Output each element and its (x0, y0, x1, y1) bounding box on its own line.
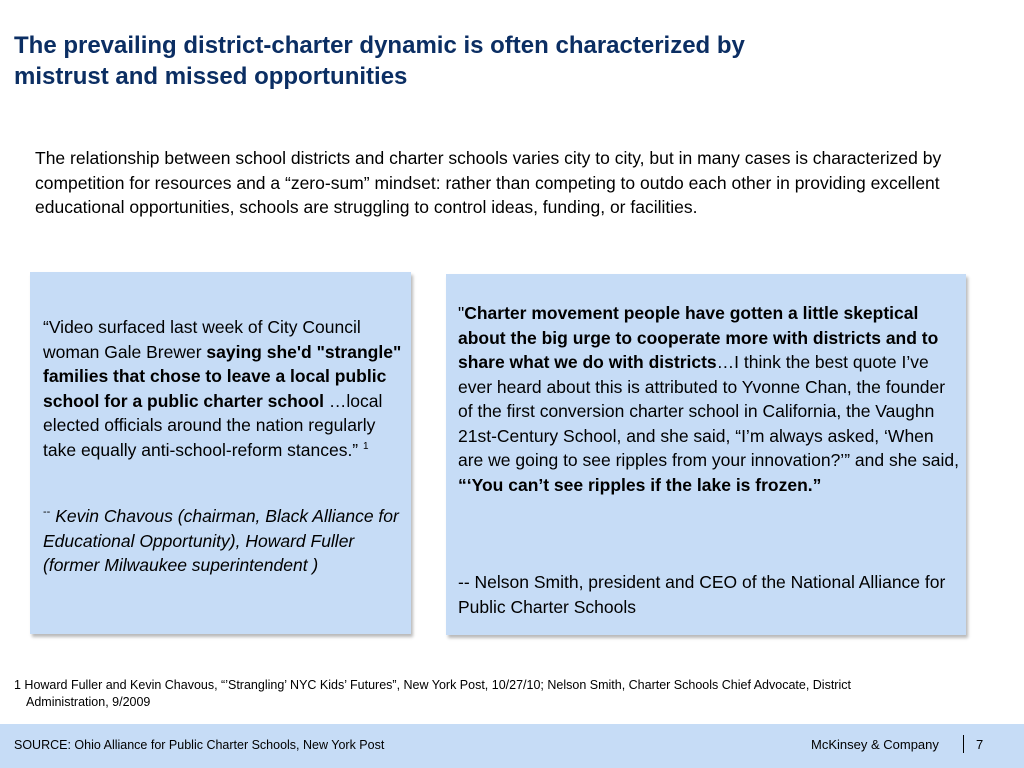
footnote-line-2: Administration, 9/2009 (26, 695, 151, 709)
right-quote-bold-end: “‘You can’t see ripples if the lake is frozen.” (458, 474, 822, 495)
left-quote-box (30, 272, 411, 634)
source-note: SOURCE: Ohio Alliance for Public Charter Schools, New York Post (14, 738, 385, 752)
page-number: 7 (976, 737, 984, 752)
left-attribution (43, 504, 405, 578)
right-attribution: -- Nelson Smith, president and CEO of the National Alliance for Public Charter Schools (458, 572, 946, 617)
left-quote-end: …local elected officials around the nation regularly take equally anti-school-reform stances.” (43, 390, 383, 460)
title-line-2: mistrust and missed opportunities (14, 63, 408, 90)
footer-divider (963, 735, 964, 753)
footer-bar (0, 724, 1024, 768)
left-quote-bold: saying she'd "strangle" families that chose to leave a local public school for a public charter school (43, 341, 402, 411)
right-quote-box (446, 274, 966, 635)
attribution-dash: -- (43, 506, 51, 519)
footnote (14, 677, 1004, 711)
intro-paragraph: The relationship between school districts and charter schools varies city to city, but in many cases is characterized by competition for resources and a “zero-sum” mindset: rather than competing to outdo each other in providing excellent educational opportunities, schools are struggling to control ideas, funding, or facilities. (35, 148, 942, 217)
title-line-1: The prevailing district-charter dynamic is often characterized by (14, 32, 745, 59)
footnote-ref: 1 (363, 440, 369, 452)
right-quote (458, 301, 960, 497)
footnote-line-1: 1 Howard Fuller and Kevin Chavous, “’Strangling’ NYC Kids’ Futures”, New York Post, 10/27/10; Nelson Smith, Charter Schools Chief Advocate, District (14, 678, 851, 692)
right-quote-bold: Charter movement people have gotten a little skeptical about the big urge to cooperate more with districts and to share what we do with districts (458, 303, 939, 372)
left-quote-start: “Video surfaced last week of City Council woman Gale Brewer (43, 317, 361, 362)
slide-title (14, 30, 1004, 92)
right-quote-mid: …I think the best quote I’ve ever heard about this is attributed to Yvonne Chan, the founder of the first conversion charter school in California, the Vaughn 21st-Century School, and she said, “I’m always asked, ‘When are we going to see ripples from your innovation?’” and she said, (458, 352, 959, 470)
brand-name: McKinsey & Company (811, 737, 939, 752)
left-quote (43, 315, 405, 462)
left-attribution-text: Kevin Chavous (chairman, Black Alliance for Educational Opportunity), Howard Fuller (former Milwaukee superintendent ) (43, 506, 399, 575)
right-quote-open: " (458, 303, 465, 323)
